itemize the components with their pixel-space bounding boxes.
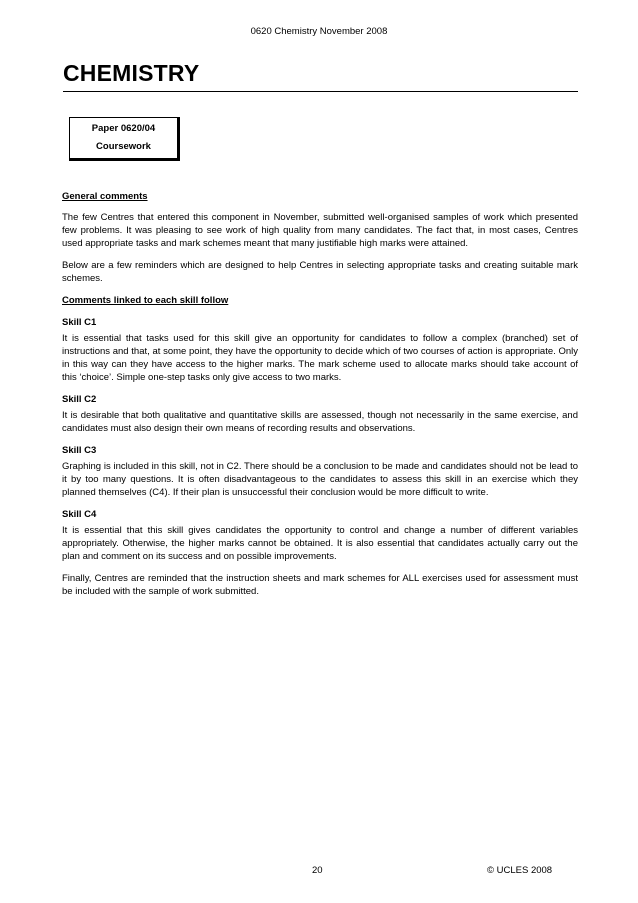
skill-c2-text: It is desirable that both qualitative and quantitative skills are assessed, though not necessarily in the same exercise, and candidates must also design their own means of recording results and observations.: [62, 410, 578, 434]
general-comments-paragraph-2: Below are a few reminders which are designed to help Centres in selecting appropriate tasks and creating suitable mark schemes.: [62, 260, 578, 284]
general-comments-paragraph-1: The few Centres that entered this component in November, submitted well-organised samples of work which presented few problems. It was pleasing to see work of high quality from many candidates. The fact that, in most cases, Centres used appropriate tasks and mark schemes meant that many justifiable high marks were attained.: [62, 212, 578, 249]
running-header: 0620 Chemistry November 2008: [250, 26, 388, 37]
copyright-notice: © UCLES 2008: [487, 865, 553, 876]
skill-c2-heading: Skill C2: [62, 394, 97, 405]
title-rule: [63, 91, 578, 92]
document-body: [62, 190, 578, 598]
page-title: CHEMISTRY: [63, 60, 200, 86]
skill-c4-text: It is essential that this skill gives candidates the opportunity to control and change a number of different variables appropriately. Otherwise, the higher marks cannot be obtained. It is also essential that candidates actually carry out the plan and comment on its success and on possible improvements.: [62, 525, 578, 562]
paper-code: Paper 0620/04: [91, 123, 156, 134]
skill-c1-text: It is essential that tasks used for this skill give an opportunity for candidates to follow a complex (branched) set of instructions and that, at some point, they have the opportunity to decide which of two courses of action is appropriate. Only in this way can they have access to the higher marks. The mark scheme used to allocate marks should take account of this ‘choice’. Simple one-step tasks only give access to two marks.: [62, 333, 578, 383]
skill-c1-heading: Skill C1: [62, 317, 97, 328]
closing-paragraph: Finally, Centres are reminded that the instruction sheets and mark schemes for ALL exercises used for assessment must be included with the sample of work submitted.: [62, 573, 578, 597]
paper-info-box: [69, 117, 180, 161]
page-number: 20: [312, 865, 323, 876]
skill-comments-heading: Comments linked to each skill follow: [62, 295, 229, 306]
skill-c3-heading: Skill C3: [62, 445, 97, 456]
general-comments-heading: General comments: [62, 191, 148, 202]
skill-c3-text: Graphing is included in this skill, not in C2. There should be a conclusion to be made and candidates should not be lead to it by too many questions. It is often disadvantageous to the candidates to assess this skill in an exercise which they planned themselves (C4). If their plan is unsuccessful their conclusion would be more difficult to write.: [62, 461, 578, 498]
skill-c4-heading: Skill C4: [62, 509, 97, 520]
paper-component: Coursework: [96, 141, 151, 152]
